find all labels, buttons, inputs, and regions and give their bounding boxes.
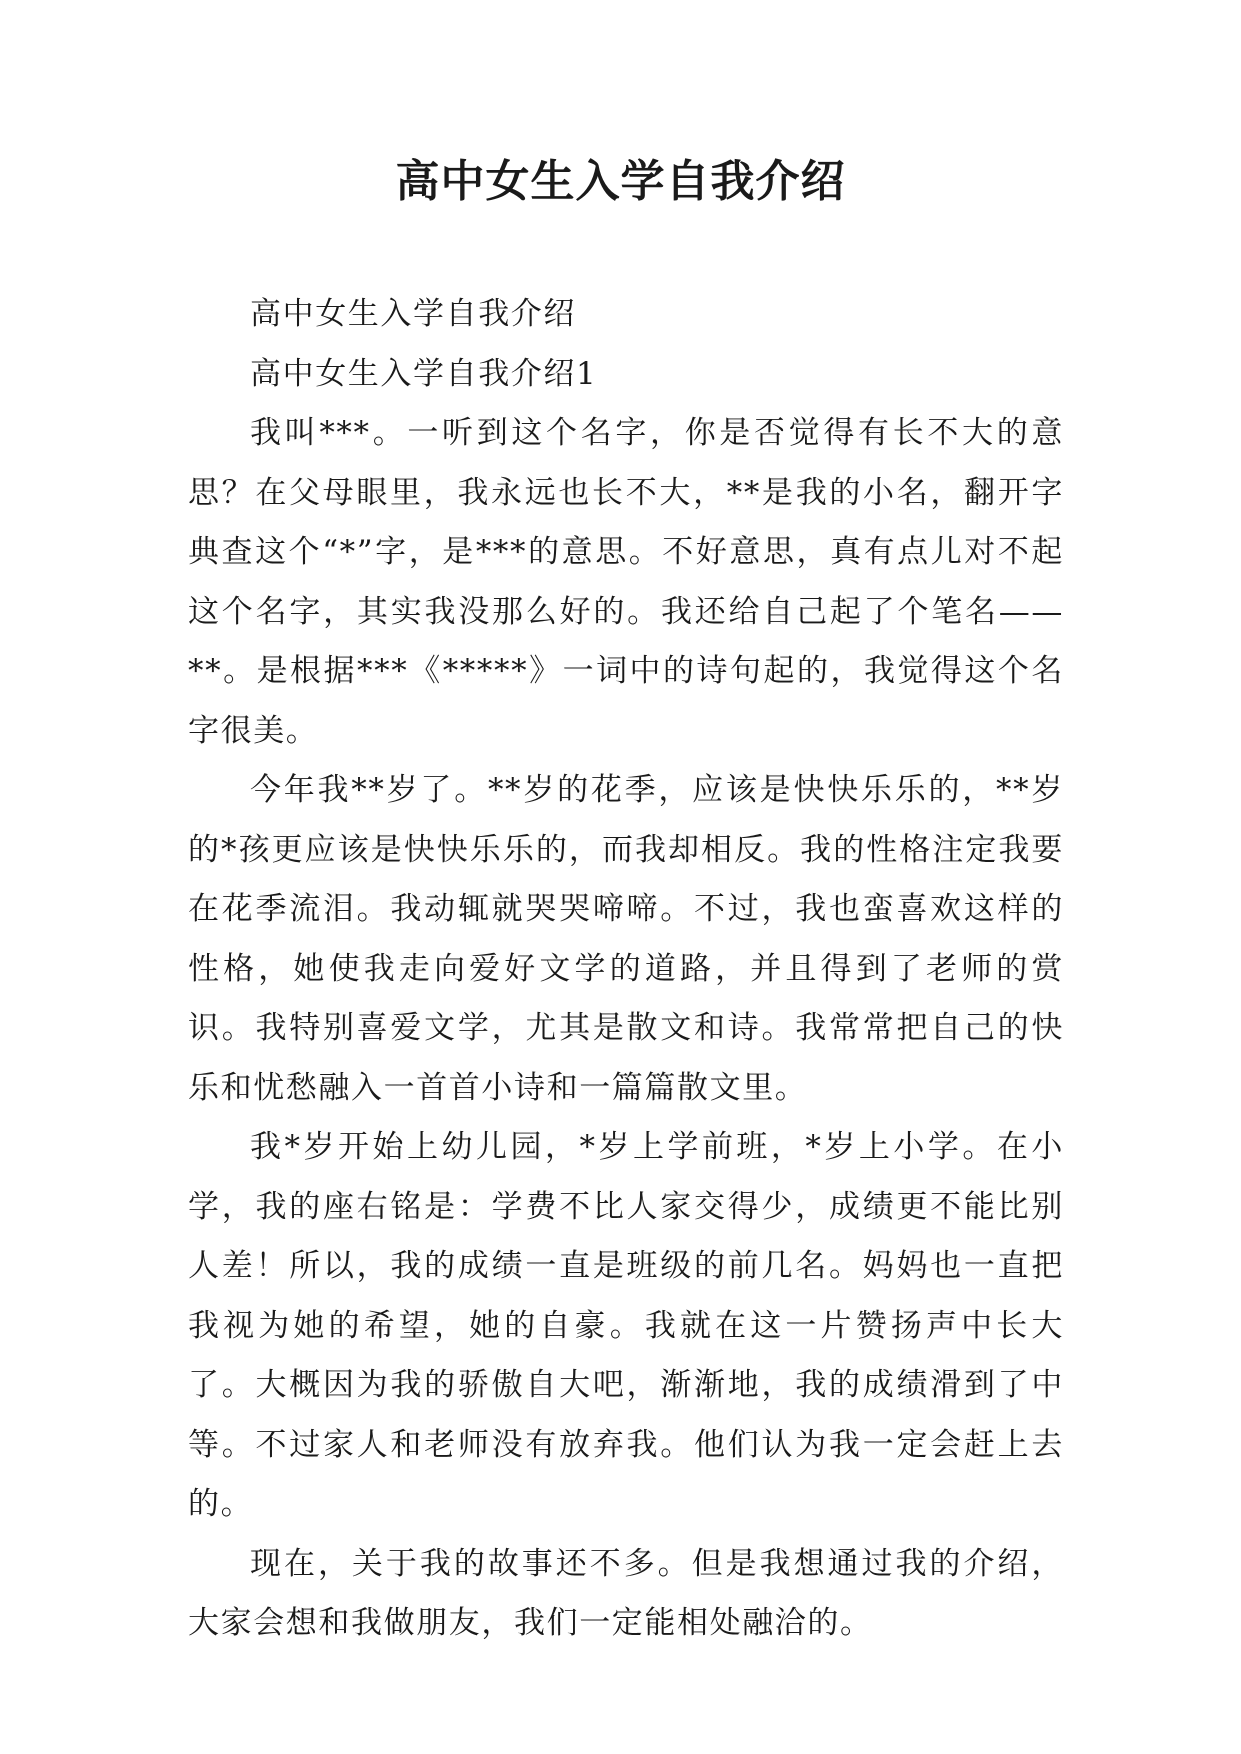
paragraph: 我*岁开始上幼儿园，*岁上学前班，*岁上小学。在小学，我的座右铭是：学费不比人家交得少，成绩更不能比别人差！所以，我的成绩一直是班级的前几名。妈妈也一直把我视为她的希望，她的自豪。我就在这一片赞扬声中长大了。大概因为我的骄傲自大吧，渐渐地，我的成绩滑到了中等。不过家人和老师没有放弃我。他们认为我一定会赶上去的。 [188,1129,1064,1522]
paragraph: 现在，关于我的故事还不多。但是我想通过我的介绍，大家会想和我做朋友，我们一定能相处融洽的。 [188,1545,1064,1641]
section-heading: 高中女生入学自我介绍1 [250,355,598,392]
paragraph: 我叫***。一听到这个名字，你是否觉得有长不大的意思？在父母眼里，我永远也长不大，**是我的小名，翻开字典查这个“*”字，是***的意思。不好意思，真有点儿对不起这个名字，其实我没那么好的。我还给自己起了个笔名——**。是根据***《*****》一词中的诗句起的，我觉得这个名字很美。 [188,415,1064,749]
document-body [188,285,1064,1654]
subtitle-line: 高中女生入学自我介绍 [250,296,576,332]
document-title: 高中女生入学自我介绍 [395,156,846,207]
paragraph: 今年我**岁了。**岁的花季，应该是快快乐乐的，**岁的*孩更应该是快快乐乐的，而我却相反。我的性格注定我要在花季流泪。我动辄就哭哭啼啼。不过，我也蛮喜欢这样的性格，她使我走向爱好文学的道路，并且得到了老师的赏识。我特别喜爱文学，尤其是散文和诗。我常常把自己的快乐和忧愁融入一首首小诗和一篇篇散文里。 [188,772,1064,1106]
